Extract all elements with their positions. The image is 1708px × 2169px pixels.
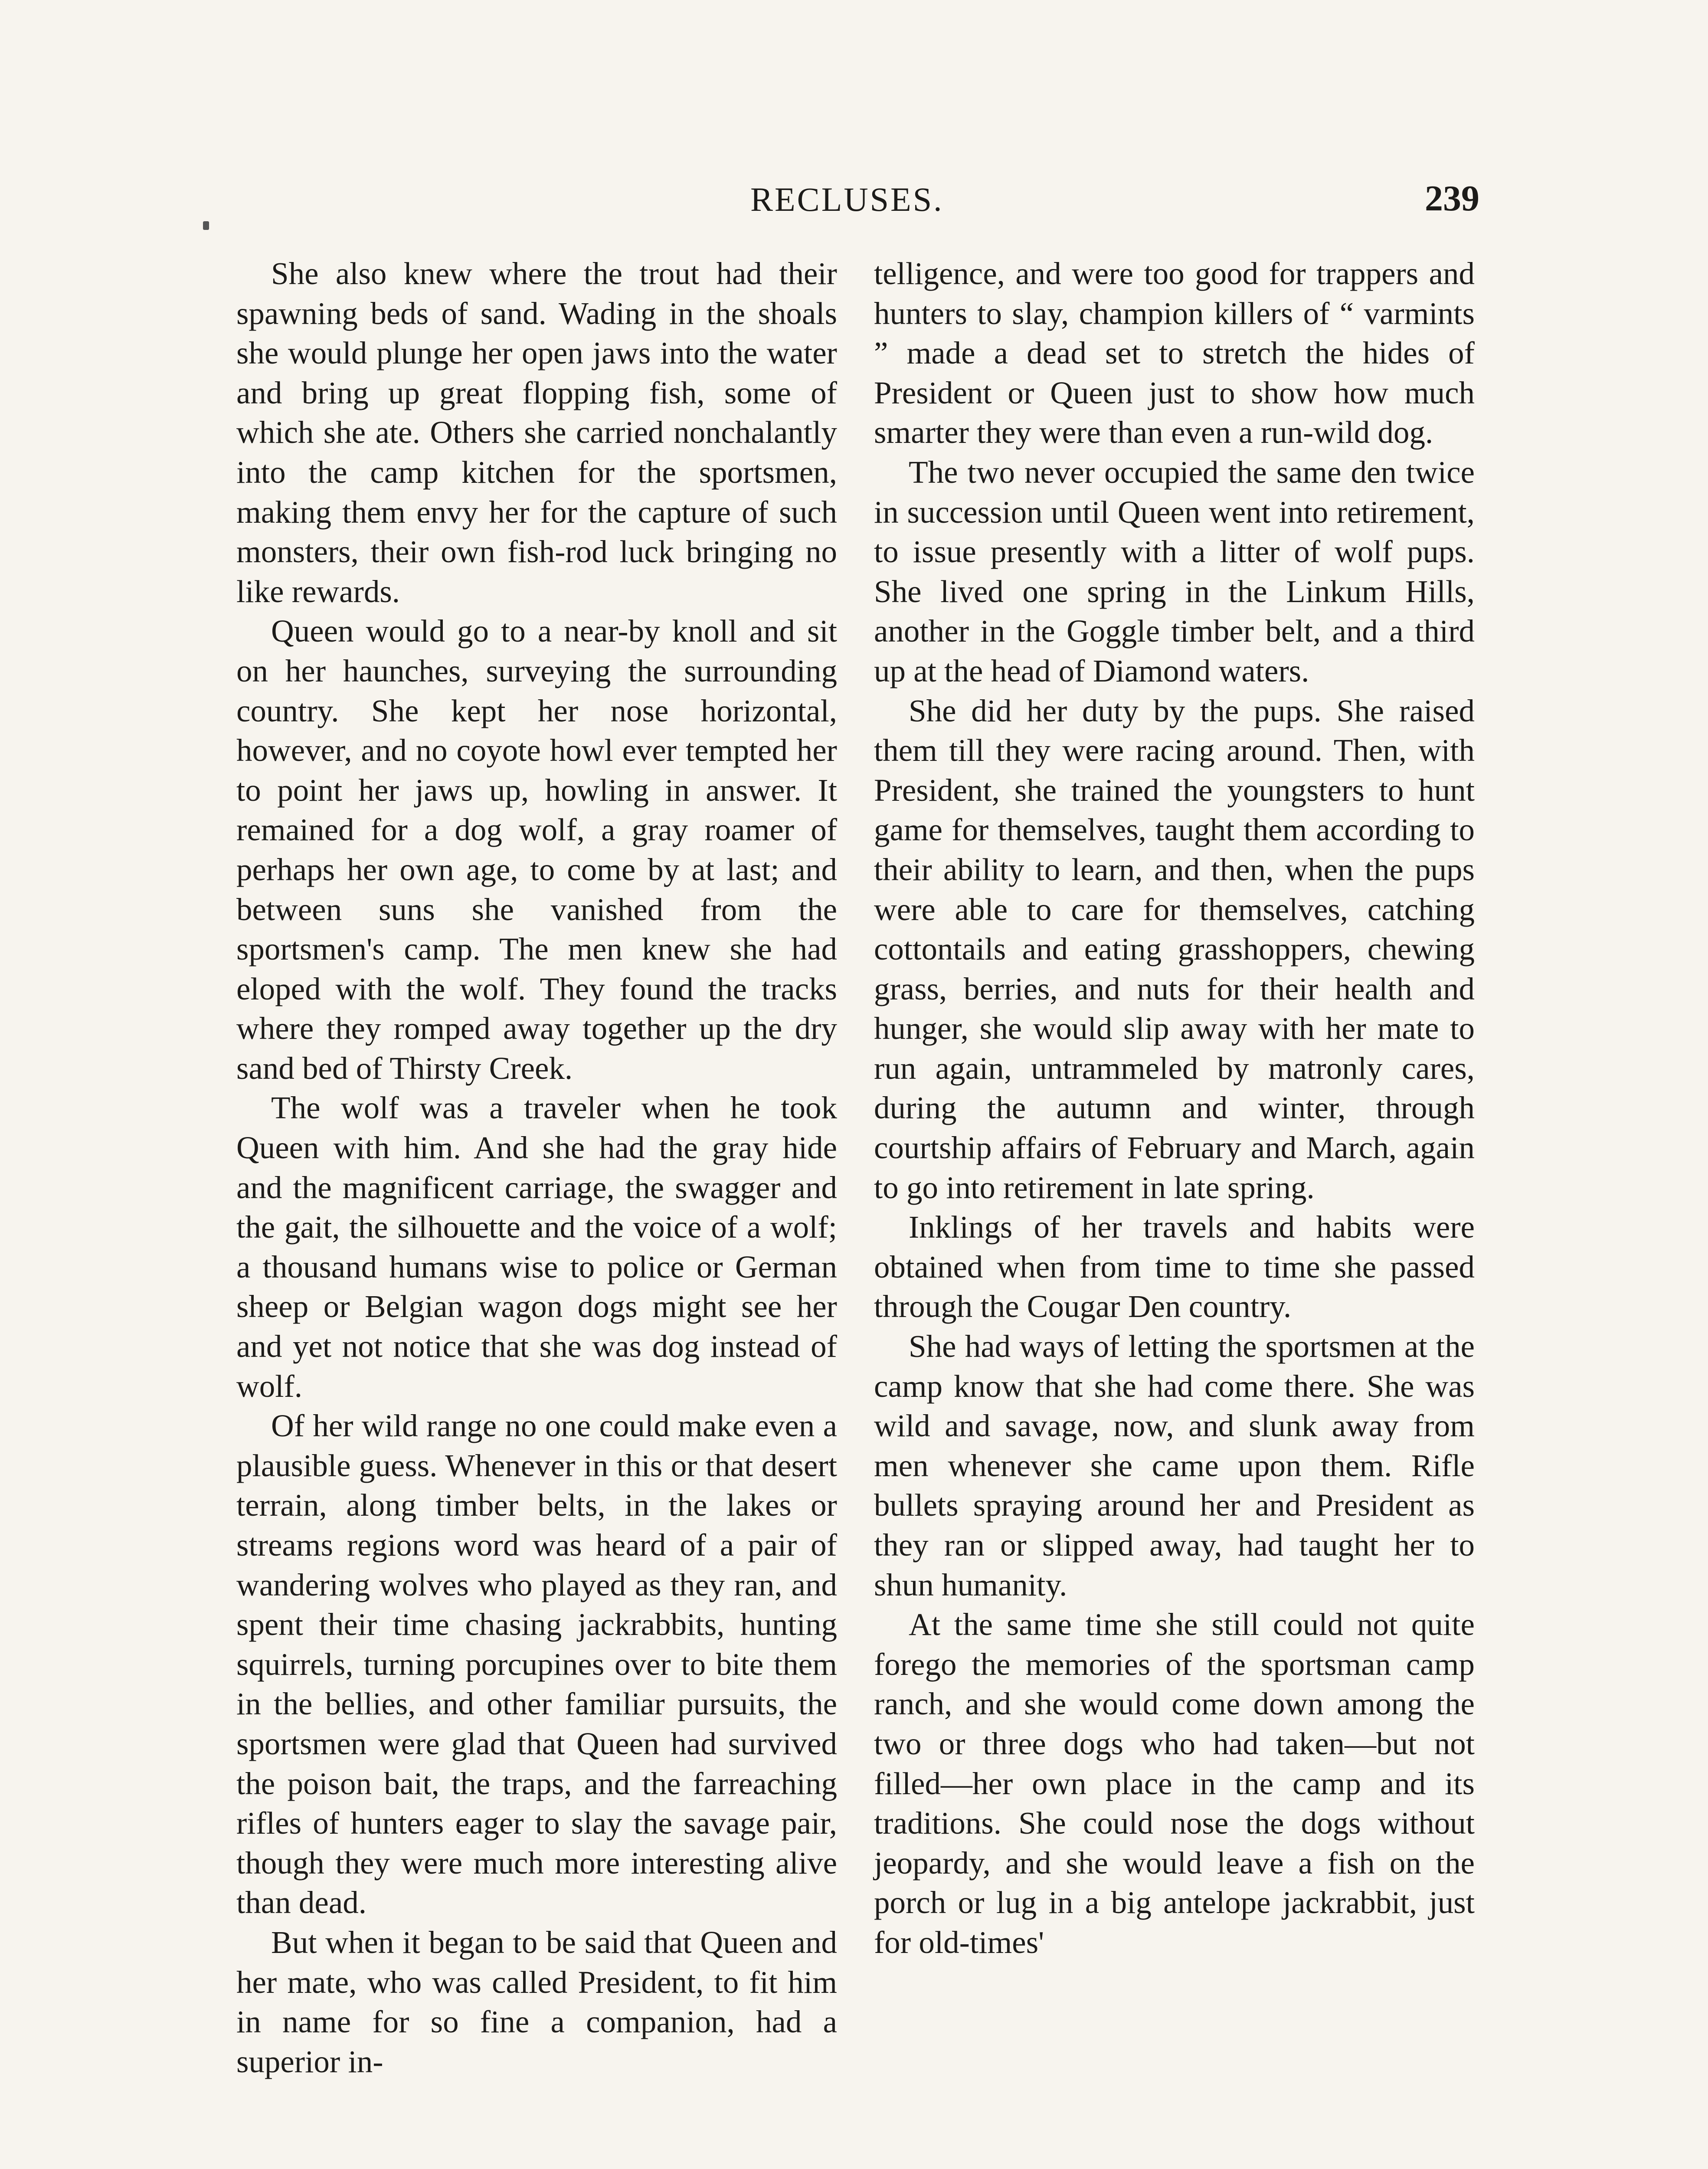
ink-mark: [203, 221, 209, 230]
right-column: [874, 254, 1475, 1963]
paragraph: Queen would go to a near-by knoll and sit on her haunches, surveying the surrounding country. She kept her nose horizontal, however, and no coyote howl ever tempted her to point her jaws up, howling in answer. It remained for a dog wolf, a gray roamer of perhaps her own age, to come by at last; and between suns she vanished from the sportsmen's camp. The men knew she had eloped with the wolf. They found the tracks where they romped away together up the dry sand bed of Thirsty Creek.: [236, 613, 837, 1086]
paragraph: She had ways of letting the sportsmen at the camp know that she had come there. She was wild and savage, now, and slunk away from men whenever she came upon them. Rifle bullets spraying around her and President as they ran or slipped away, had taught her to shun humanity.: [874, 1329, 1475, 1602]
paragraph: She also knew where the trout had their spawning beds of sand. Wading in the shoals she would plunge her open jaws into the water and bring up great flopping fish, some of which she ate. Others she carried nonchalantly into the camp kitchen for the sportsmen, making them envy her for the capture of such monsters, their own fish-rod luck bringing no like rewards.: [236, 256, 837, 609]
paragraph: She did her duty by the pups. She raised them till they were racing around. Then, with President, she trained the youngsters to hunt game for themselves, taught them according to their ability to learn, and then, when the pups were able to care for themselves, catching cottontails and eating grasshoppers, chewing grass, berries, and nuts for their health and hunger, she would slip away with her mate to run again, untrammeled by matronly cares, during the autumn and winter, through courtship affairs of February and March, again to go into retirement in late spring.: [874, 693, 1475, 1205]
paragraph: Inklings of her travels and habits were obtained when from time to time she passed through the Cougar Den country.: [874, 1209, 1475, 1324]
left-column: [236, 254, 837, 2081]
paragraph: But when it began to be said that Queen and her mate, who was called President, to fit him in name for so fine a companion, had a superior in-: [236, 1924, 837, 2079]
paragraph: The two never occupied the same den twice in succession until Queen went into retirement, to issue presently with a litter of wolf pups. She lived one spring in the Linkum Hills, another in the Goggle timber belt, and a third up at the head of Diamond waters.: [874, 454, 1475, 688]
running-head: [0, 180, 1708, 228]
paragraph: The wolf was a traveler when he took Queen with him. And she had the gray hide and the magnificent carriage, the swagger and the gait, the silhouette and the voice of a wolf; a thousand humans wise to police or German sheep or Belgian wagon dogs might see her and yet not notice that she was dog instead of wolf.: [236, 1090, 837, 1404]
paragraph: At the same time she still could not quite forego the memories of the sportsman camp ranch, and she would come down among the two or three dogs who had taken—but not filled—her own place in the camp and its traditions. She could nose the dogs without jeopardy, and she would leave a fish on the porch or lug in a big antelope jackrabbit, just for old-times': [874, 1607, 1475, 1960]
page-number: 239: [1425, 178, 1479, 219]
paragraph: Of her wild range no one could make even a plausible guess. Whenever in this or that desert terrain, along timber belts, in the lakes or streams regions word was heard of a pair of wandering wolves who played as they ran, and spent their time chasing jackrabbits, hunting squirrels, turning porcupines over to bite them in the bellies, and other familiar pursuits, the sportsmen were glad that Queen had survived the poison bait, the traps, and the farreaching rifles of hunters eager to slay the savage pair, though they were much more interesting alive than dead.: [236, 1408, 837, 1920]
paragraph-continuation: telligence, and were too good for trappers and hunters to slay, champion killers of “ varmints ” made a dead set to stretch the hides of President or Queen just to show how much smarter they were than even a run-wild dog.: [874, 256, 1475, 450]
running-title: RECLUSES.: [750, 180, 944, 218]
